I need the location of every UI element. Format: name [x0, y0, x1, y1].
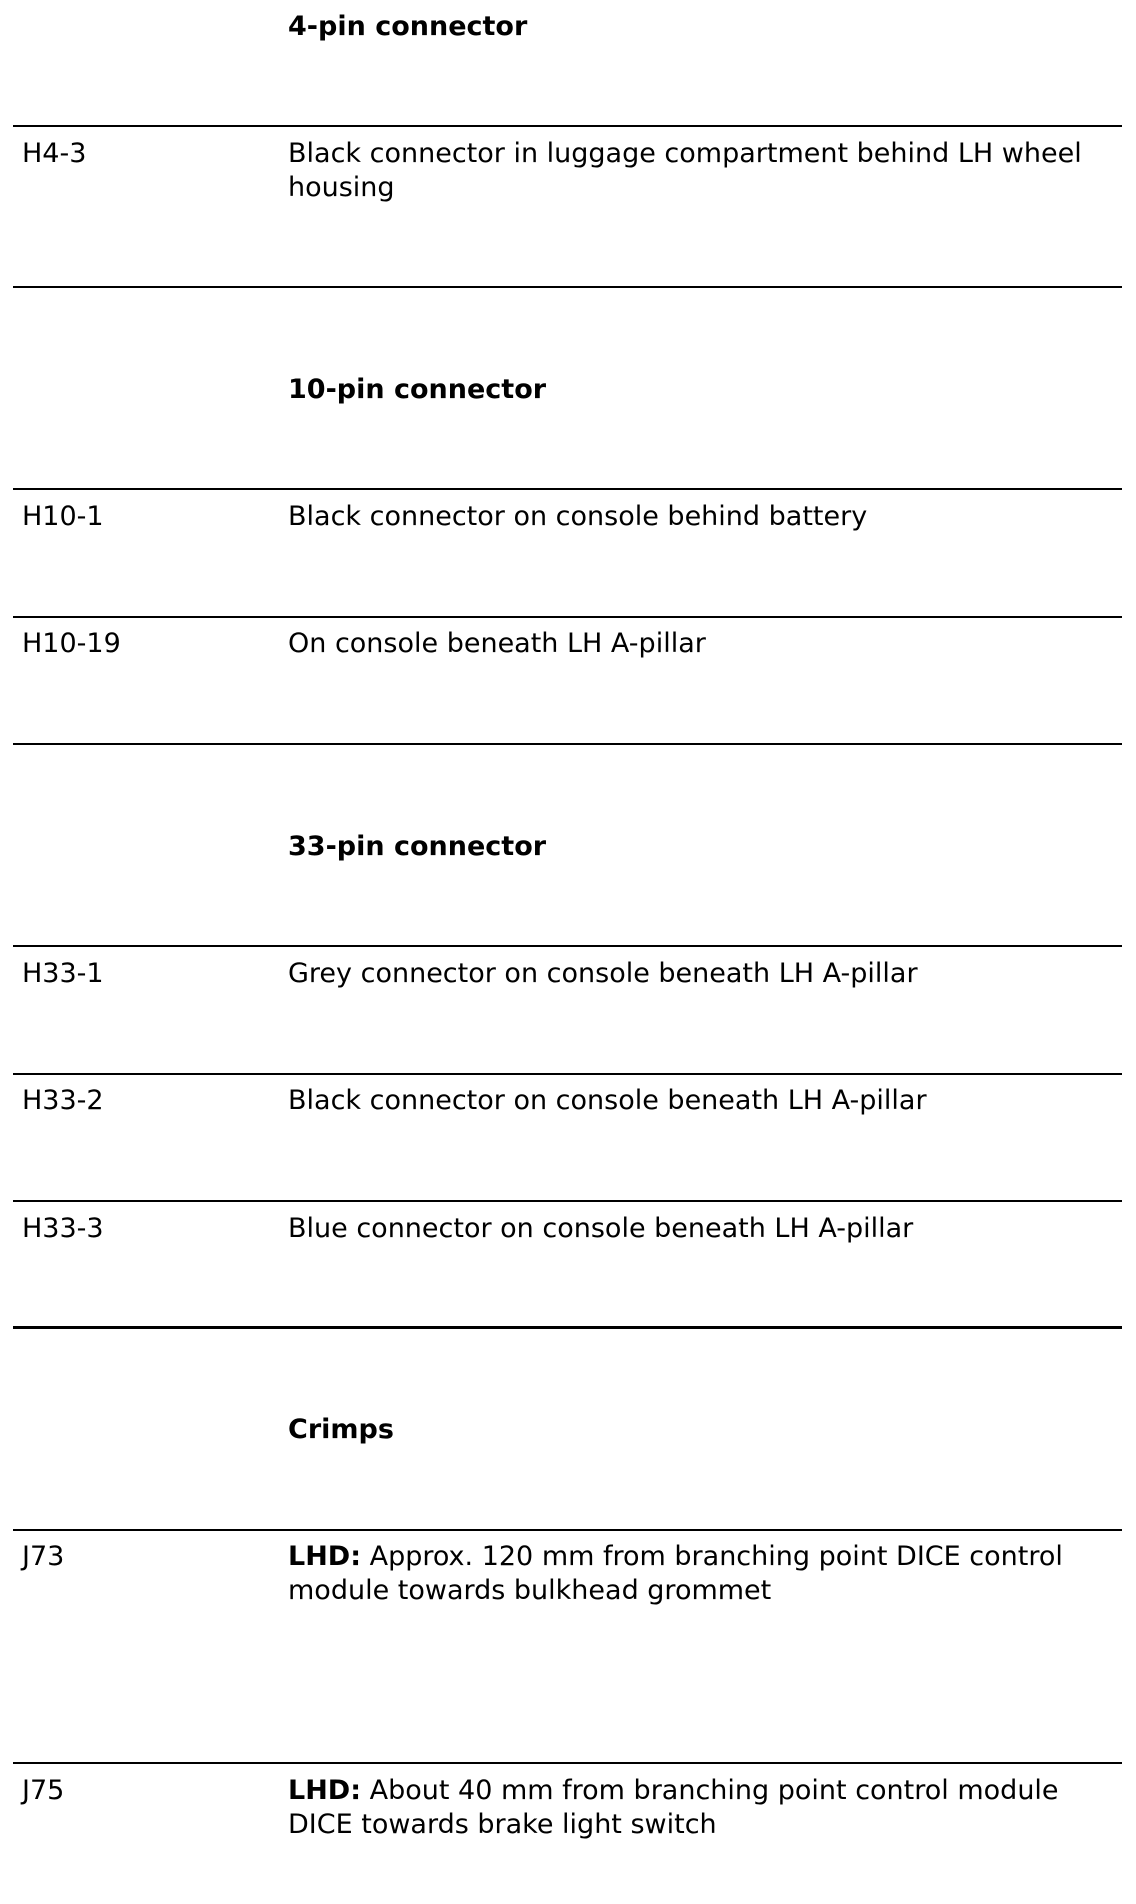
section-divider	[13, 286, 1122, 288]
connector-description-h33-3: Blue connector on console beneath LH A-pillar	[288, 1213, 914, 1244]
connector-description-h33-1: Grey connector on console beneath LH A-pillar	[288, 958, 918, 989]
connector-description-h10-19: On console beneath LH A-pillar	[288, 628, 706, 659]
section-heading-10-pin: 10-pin connector	[288, 374, 547, 405]
crimp-code-j73: J73	[22, 1541, 65, 1572]
crimp-prefix-j73: LHD:	[288, 1541, 362, 1572]
connector-code-h33-1: H33-1	[22, 958, 104, 989]
section-heading-33-pin: 33-pin connector	[288, 831, 547, 862]
row-divider	[13, 616, 1122, 618]
crimp-code-j75: J75	[22, 1775, 65, 1806]
connector-description-h33-2: Black connector on console beneath LH A-pillar	[288, 1085, 927, 1116]
connector-code-h33-2: H33-2	[22, 1085, 104, 1116]
row-divider	[13, 1762, 1122, 1764]
row-divider	[13, 488, 1122, 490]
crimp-prefix-j75: LHD:	[288, 1775, 362, 1806]
connector-code-h10-19: H10-19	[22, 628, 121, 659]
section-heading-crimps: Crimps	[288, 1414, 394, 1445]
row-divider	[13, 1073, 1122, 1075]
connector-code-h4-3: H4-3	[22, 138, 87, 169]
section-heading-4-pin: 4-pin connector	[288, 11, 528, 42]
connector-code-h33-3: H33-3	[22, 1213, 104, 1244]
crimp-description-j73	[288, 1540, 1118, 1608]
crimp-description-j75	[288, 1774, 1118, 1842]
row-divider	[13, 1529, 1122, 1531]
section-divider	[13, 1326, 1122, 1329]
row-divider	[13, 1200, 1122, 1202]
section-divider	[13, 743, 1122, 745]
connector-code-h10-1: H10-1	[22, 501, 104, 532]
row-divider	[13, 945, 1122, 947]
connector-description-h10-1: Black connector on console behind battery	[288, 501, 868, 532]
crimp-text-j73: Approx. 120 mm from branching point DICE control module towards bulkhead grommet	[288, 1541, 1063, 1606]
crimp-text-j75: About 40 mm from branching point control module DICE towards brake light switch	[288, 1775, 1059, 1840]
row-divider	[13, 125, 1122, 127]
connector-description-h4-3: Black connector in luggage compartment behind LH wheel housing	[288, 138, 1082, 203]
